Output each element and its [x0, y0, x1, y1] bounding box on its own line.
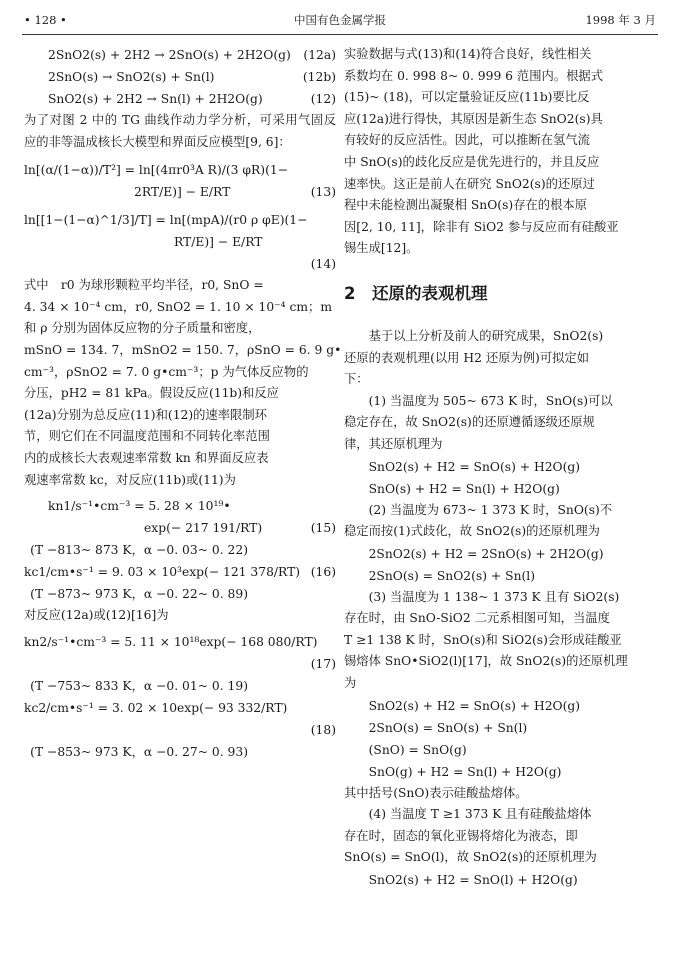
paragraph-model-intro: 为了对图 2 中的 TG 曲线作动力学分析，可采用气固反应的非等温成核长大模型和界面反应模型[9, 6]：: [24, 113, 336, 149]
equation-13-line2: 2RT/E)] − E/RT (13): [134, 185, 336, 200]
equation-13-line1: ln[(α/(1−α))/T²] = ln[(4πr0³A R)/(3 φR)(1−: [24, 163, 289, 178]
equation-16: kc1/cm•s⁻¹ = 9. 03 × 10³exp(− 121 378/RT) (16): [24, 565, 336, 580]
mechanism-equation: SnO2(s) + H2 = SnO(s) + H2O(g): [368, 698, 581, 713]
mechanism-equation: 2SnO(s) = SnO2(s) + Sn(l): [368, 568, 536, 583]
equation-17: kn2/s⁻¹•cm⁻³ = 5. 11 × 10¹⁸exp(− 168 080/RT): [24, 634, 318, 649]
paragraph-mechanism-intro: 基于以上分析及前人的研究成果，SnO2(s) 还原的表观机理(以用 H2 还原为例)可拟定如 下：: [344, 328, 604, 387]
equation-17-condition: (T −753~ 833 K，α −0. 01~ 0. 19): [30, 678, 249, 693]
section-heading: 2 还原的表观机理: [344, 283, 488, 303]
equation-18-number: (18): [310, 722, 336, 737]
right-column: [344, 44, 656, 891]
page-header: [24, 10, 656, 32]
issue-date: 1998 年 3 月: [585, 13, 656, 27]
equation-14-number: (14): [310, 257, 336, 272]
mechanism-item-2: (2) 当温度为 673~ 1 373 K 时，SnO(s)不 稳定而按(1)式歧化，故 SnO2(s)的还原机理为 2SnO2(s) + H2 = 2SnO(s) + 2H2O(g) 2SnO(s) = SnO2(s) + Sn(l): [344, 500, 656, 587]
left-column: [24, 44, 342, 763]
equation-12a: 2SnO2(s) + 2H2 → 2SnO(s) + 2H2O(g) (12a): [48, 48, 336, 62]
equation-15-line2: exp(− 217 191/RT) (15): [144, 521, 336, 536]
mechanism-item-3: (3) 当温度为 1 138~ 1 373 K 且有 SiO2(s) 存在时，由 SnO-SiO2 二元系相图可知，当温度 T ≥1 138 K 时，SnO(s)和 SiO2(s)会形成硅酸亚 锡熔体 SnO•SiO2(l)[17]，故 SnO2(s)的还原机理 为 SnO2(s) + H2 = SnO(s) + H2O(g) 2SnO(s) = SnO(s) + Sn(l) (SnO) = SnO(g) SnO(g) + H2 = Sn(l) + H2O(g) 其中括号(SnO)表示硅酸盐熔体。: [344, 587, 656, 805]
equation-14-line1: ln[[1−(1−α)^1/3]/T] = ln[(mpA)/(r0 ρ φE)(1−: [24, 213, 308, 228]
page-number: • 128 •: [24, 13, 67, 27]
mechanism-equation: 2SnO2(s) + H2 = 2SnO(s) + 2H2O(g): [368, 546, 604, 561]
equation-16-condition: (T −873~ 973 K，α −0. 22~ 0. 89): [30, 587, 249, 602]
equation-12: SnO2(s) + 2H2 → Sn(l) + 2H2O(g) (12): [48, 92, 336, 106]
equation-14-line2: RT/E)] − E/RT: [174, 235, 263, 250]
mechanism-equation: SnO(g) + H2 = Sn(l) + H2O(g): [368, 764, 562, 779]
equation-12b: 2SnO(s) → SnO2(s) + Sn(l) (12b): [48, 70, 336, 84]
mechanism-equation: SnO2(s) + H2 = SnO(s) + H2O(g): [368, 459, 581, 474]
equation-15-condition: (T −813~ 873 K，α −0. 03~ 0. 22): [30, 543, 249, 558]
paragraph-reaction-12a: 对反应(12a)或(12)[16]为: [24, 608, 169, 623]
mechanism-item-4: (4) 当温度 T ≥1 373 K 且有硅酸盐熔体 存在时，固态的氧化亚锡将熔化为液态，即 SnO(s) = SnO(l)，故 SnO2(s)的还原机理为 SnO2(s) + H2 = SnO(l) + H2O(g): [344, 804, 656, 891]
mechanism-equation: 2SnO(s) = SnO(s) + Sn(l): [368, 720, 528, 735]
equation-18-condition: (T −853~ 973 K，α −0. 27~ 0. 93): [30, 744, 249, 759]
equation-18: kc2/cm•s⁻¹ = 3. 02 × 10exp(− 93 332/RT): [24, 700, 288, 715]
header-rule: [22, 34, 658, 35]
mechanism-note: 其中括号(SnO)表示硅酸盐熔体。: [344, 785, 528, 800]
equation-17-number: (17): [310, 656, 336, 671]
paragraph-results: 实验数据与式(13)和(14)符合良好，线性相关 系数均在 0. 998 8~ 0. 999 6 范围内。根据式 (15)~ (18)，可以定量验证反应(11b)要比反 应(12a)进行得快，其原因是新生态 SnO2(s)具 有较好的反应活性。因此，可以推断在氢气流 中 SnO(s)的歧化反应是优先进行的，并且反应 速率快。这正是前人在研究 SnO2(s)的还原过 程中未能检测出凝聚相 SnO(s)存在的根本原 因[2, 10, 11]，除非有 SiO2 参与反应而有硅酸亚 锡生成[12]。: [344, 47, 619, 256]
mechanism-equation: (SnO) = SnO(g): [368, 742, 467, 757]
equation-15-line1: kn1/s⁻¹•cm⁻³ = 5. 28 × 10¹⁹•: [48, 499, 231, 514]
mechanism-equation: SnO(s) + H2 = Sn(l) + H2O(g): [368, 481, 560, 496]
journal-title: 中国有色金属学报: [294, 13, 386, 27]
paragraph-symbols: 式中 r0 为球形颗粒平均半径，r0, SnO = 4. 34 × 10⁻⁴ cm，r0, SnO2 = 1. 10 × 10⁻⁴ cm；m 和 ρ 分别为固体反应物的分子质量和密度， mSnO = 134. 7，mSnO2 = 150. 7，ρSnO = 6. 9 g• cm⁻³，ρSnO2 = 7. 0 g•cm⁻³；p 为气体反应物的 分压，pH2 = 81 kPa。假设反应(11b)和反应 (12a)分别为总反应(11)和(12)的速率限制环 节，则它们在不同温度范围和不同转化率范围 内的成核长大表观速率常数 kn 和界面反应表 观速率常数 kc，对反应(11b)或(11)为: [24, 278, 342, 487]
mechanism-item-1: (1) 当温度为 505~ 673 K 时，SnO(s)可以 稳定存在，故 SnO2(s)的还原遵循逐级还原规 律，其还原机理为 SnO2(s) + H2 = SnO(s) + H2O(g) SnO(s) + H2 = Sn(l) + H2O(g): [344, 391, 656, 500]
mechanism-equation: SnO2(s) + H2 = SnO(l) + H2O(g): [368, 873, 578, 888]
